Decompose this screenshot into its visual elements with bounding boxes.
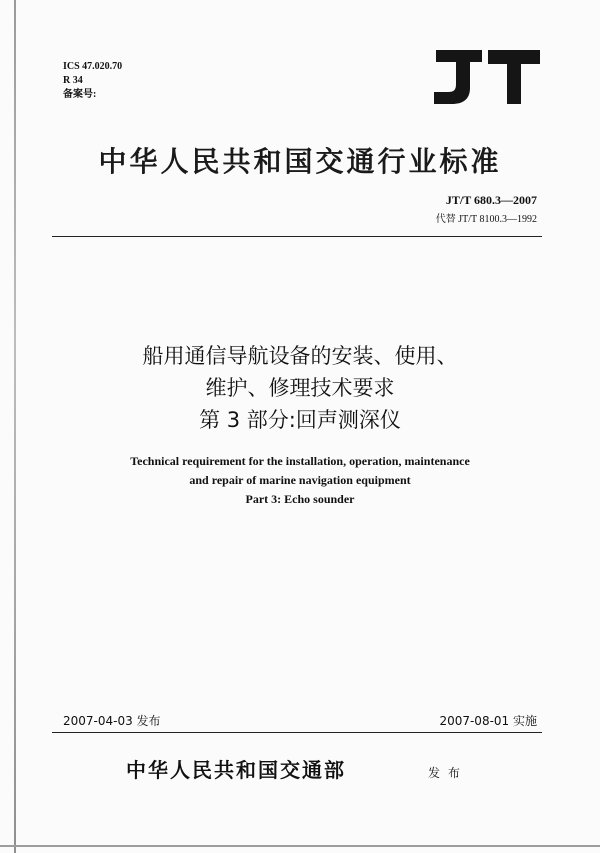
classification-block	[63, 60, 122, 102]
class-code: R 34	[63, 75, 83, 86]
english-title-line-2: and repair of marine navigation equipment	[189, 473, 411, 487]
chinese-title-line-2: 维护、修理技术要求	[205, 376, 395, 400]
jt-logo	[430, 48, 542, 106]
top-divider	[52, 236, 542, 237]
chinese-title-line-1: 船用通信导航设备的安装、使用、	[142, 344, 458, 368]
english-title	[0, 452, 600, 509]
record-number: 备案号:	[63, 89, 97, 100]
standard-title: 中华人民共和国交通行业标准	[98, 145, 502, 178]
scan-bottom-edge	[0, 845, 600, 847]
chinese-title-line-3: 第 3 部分:回声测深仪	[199, 408, 401, 432]
replaces-note: 代替 JT/T 8100.3—1992	[435, 214, 537, 225]
english-title-line-1: Technical requirement for the installation, operation, maintenance	[130, 454, 470, 468]
implementation-date: 2007-08-01 实施	[439, 714, 537, 728]
chinese-title	[0, 340, 600, 436]
standard-code: JT/T 680.3—2007	[445, 193, 537, 207]
bottom-divider	[52, 732, 542, 733]
issuer-action: 发 布	[428, 766, 462, 780]
ics-code: ICS 47.020.70	[63, 61, 123, 72]
english-title-line-3: Part 3: Echo sounder	[245, 492, 355, 506]
issuer-name: 中华人民共和国交通部	[126, 758, 346, 782]
issue-date: 2007-04-03 发布	[63, 714, 161, 728]
